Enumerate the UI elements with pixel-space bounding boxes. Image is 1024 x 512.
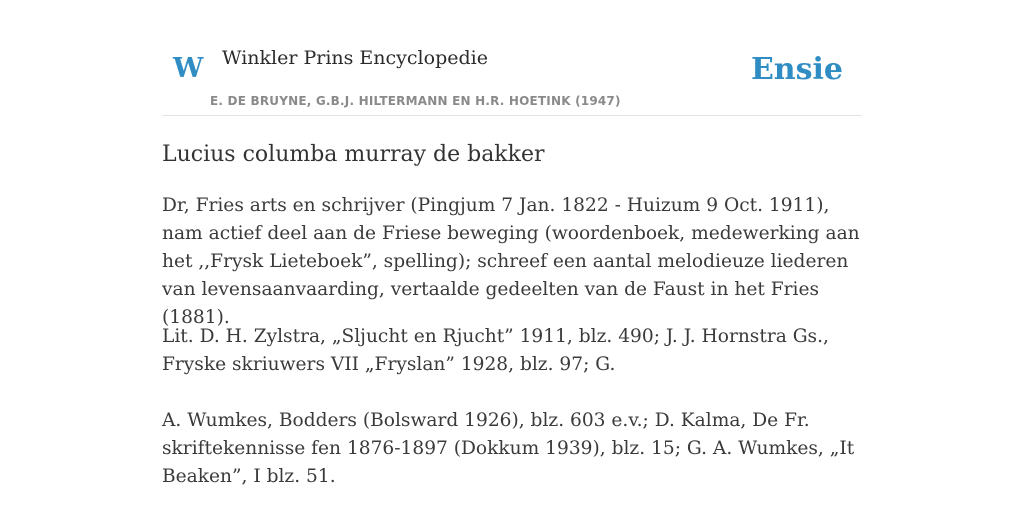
article-title: Lucius columba murray de bakker [162, 142, 545, 167]
site-header [162, 0, 862, 116]
page [162, 0, 862, 512]
article-paragraph-3: A. Wumkes, Bodders (Bolsward 1926), blz. 603 e.v.; D. Kalma, De Fr. skriftekennisse fen 1876-1897 (Dokkum 1939), blz. 15; G. A. Wumkes, „It Beaken”, I blz. 51. [162, 410, 855, 487]
ensie-logo-link[interactable]: Ensie [750, 52, 843, 87]
encyclopedia-title-link[interactable]: Winkler Prins Encyclopedie [222, 47, 488, 69]
encyclopedia-logo-icon[interactable]: W [173, 53, 204, 84]
authors-line: E. DE BRUYNE, G.B.J. HILTERMANN EN H.R. HOETINK (1947) [210, 94, 621, 108]
article-paragraph-1: Dr, Fries arts en schrijver (Pingjum 7 Jan. 1822 - Huizum 9 Oct. 1911), nam actief deel aan de Friese beweging (woordenboek, medewerking aan het ,,Frysk Lieteboek”, spelling); schreef een aantal melodieuze liederen van levensaanvaarding, vertaalde gedeelten van de Faust in het Fries (1881). [162, 195, 860, 328]
article-paragraph-2: Lit. D. H. Zylstra, „Sljucht en Rjucht” 1911, blz. 490; J. J. Hornstra Gs., Fryske skriuwers VII „Fryslan” 1928, blz. 97; G. [162, 326, 829, 375]
